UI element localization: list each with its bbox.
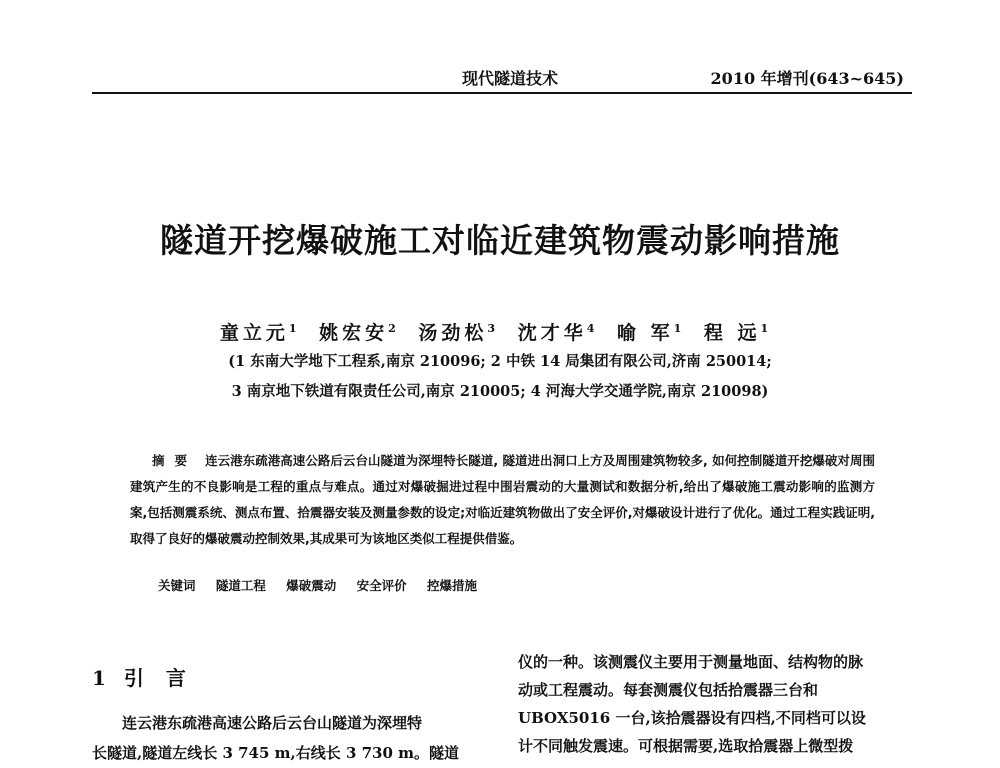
author-list [0,318,1000,345]
affiliation-line-1: (1 东南大学地下工程系,南京 210096; 2 中铁 14 局集团有限公司,济南 250014; [228,353,772,370]
author-name: 姚宏安 [319,322,389,344]
author-name: 汤劲松 [418,322,488,344]
issue-info: 2010 年增刊(643~645) [710,69,904,88]
author-name: 程 远 [703,322,761,344]
running-head [92,62,912,94]
author-affil-mark: 2 [388,321,396,335]
section-title: 引言 [123,666,208,690]
keyword: 安全评价 [356,578,407,593]
keywords [158,576,493,594]
abstract-text: 连云港东疏港高速公路后云台山隧道为深埋特长隧道, 隧道进出洞口上方及周围建筑物较多, 如何控制隧道开挖爆破对周围建筑产生的不良影响是工程的重点与难点。通过对爆破掘进过程中围岩震动的大量测试和数据分析,给出了爆破施工震动影响的监测方案,包括测震系统、测点布置、拾震器安装及测量参数的设定;对临近建筑物做出了安全评价,对爆破设计进行了优化。通过工程实践证明,取得了良好的爆破震动控制效果,其成果可为该地区类似工程提供借鉴。 [130,453,875,546]
body-line: 动或工程震动。每套测震仪包括拾震器三台和 [518,681,819,699]
body-line: 连云港东疏港高速公路后云台山隧道为深埋特 [122,714,423,732]
author-name: 童立元 [219,322,289,344]
keyword: 控爆措施 [427,578,478,593]
body-line: 长隧道,隧道左线长 3 745 m,右线长 3 730 m。隧道 [92,744,460,762]
section-number: 1 [92,666,106,690]
author-affil-mark: 1 [673,321,682,335]
author-affil-mark: 4 [586,321,595,335]
author-affil-mark: 1 [760,321,769,335]
abstract-label: 摘要 [152,453,198,468]
abstract [130,448,875,552]
body-line: 仪的一种。该测震仪主要用于测量地面、结构物的脉 [518,653,864,671]
author-name: 喻 军 [617,322,674,344]
body-line: 计不同触发震速。可根据需要,选取拾震器上微型拨 [518,737,854,755]
body-line: UBOX5016 一台,该拾震器设有四档,不同档可以设 [518,709,866,727]
body-column-right [518,648,913,760]
affiliation-line-2: 3 南京地下铁道有限责任公司,南京 210005; 4 河海大学交通学院,南京 210098) [231,383,769,400]
body-column-left [92,708,482,768]
section-heading [92,662,208,691]
keyword: 隧道工程 [215,578,266,593]
author-affil-mark: 3 [487,321,496,335]
journal-name: 现代隧道技术 [462,69,559,88]
keyword: 爆破震动 [286,578,337,593]
author-affil-mark: 1 [288,321,297,335]
keywords-label: 关键词 [158,578,196,593]
author-name: 沈才华 [517,322,587,344]
paper-title: 隧道开挖爆破施工对临近建筑物震动影响措施 [160,221,840,260]
